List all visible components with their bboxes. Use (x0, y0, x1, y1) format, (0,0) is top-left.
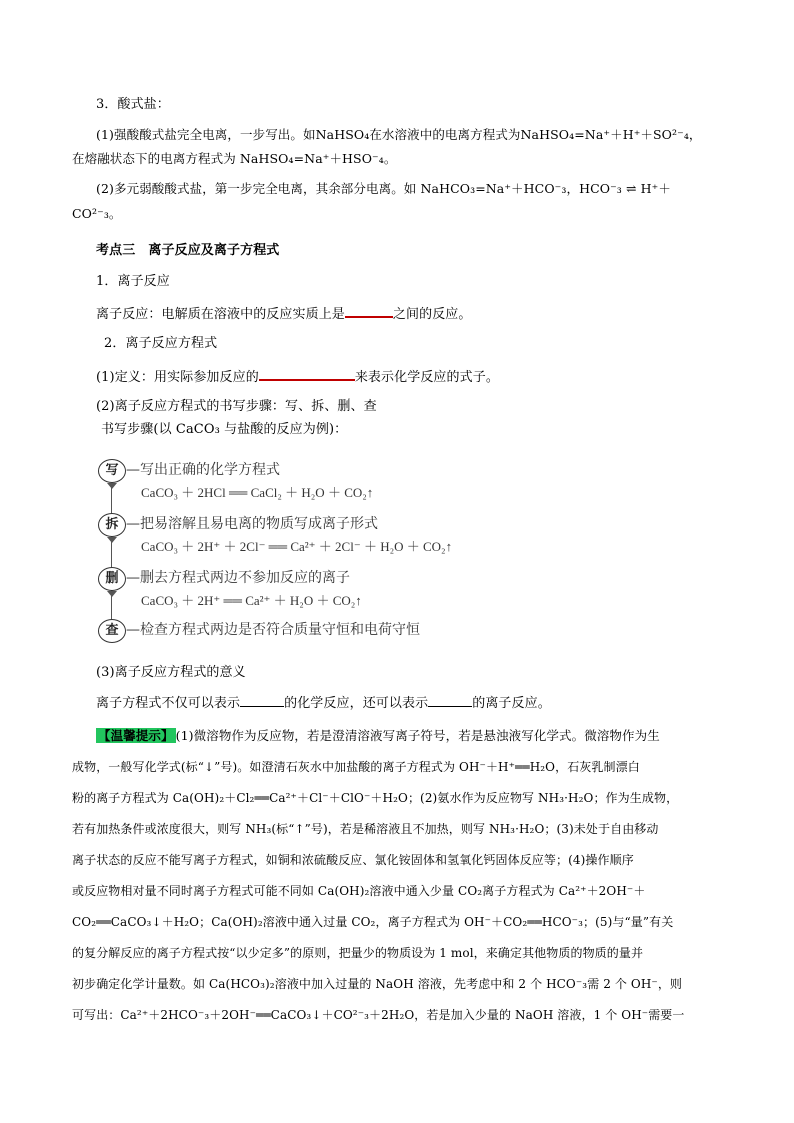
fill-blank (240, 694, 284, 707)
step-check-badge: 查 (98, 619, 126, 643)
fill-blank (428, 694, 472, 707)
step-delete-badge: 删 (98, 567, 126, 591)
step-split-text: —把易溶解且易电离的物质写成离子形式 (126, 516, 378, 532)
arrow-down-icon (107, 591, 117, 597)
tip-line-7: CO₂══CaCO₃↓＋H₂O；Ca(OH)₂溶液中通入过量 CO₂，离子方程式为 OH⁻＋CO₂══HCO⁻₃；(5)与“量”有关 (72, 915, 674, 929)
step-split-badge: 拆 (98, 513, 126, 537)
arrow-down-icon (107, 537, 117, 543)
tip-line-2: 成物，一般写化学式(标“↓”号)。如澄清石灰水中加盐酸的离子方程式为 OH⁻＋H⁺══H₂O，石灰乳制漂白 (72, 760, 640, 774)
meaning-text (96, 694, 756, 713)
paragraph-weak-acid-salt-cont: CO²⁻₃。 (72, 206, 122, 221)
tip-label-badge: 【温馨提示】 (98, 728, 174, 743)
definition-text-after: 来表示化学反应的式子。 (354, 370, 499, 385)
step-write-badge: 写 (98, 459, 126, 483)
step-delete-text: —删去方程式两边不参加反应的离子 (126, 570, 350, 586)
step-write-equation: CaCO₃ ＋ 2HCl ══ CaCl₂ ＋ H₂O ＋ CO₂↑ (141, 485, 374, 500)
kaodian-title: 考点三 离子反应及离子方程式 (96, 243, 280, 258)
tip-line-5: 离子状态的反应不能写离子方程式，如铜和浓硫酸反应、氯化铵固体和氢氧化钙固体反应等；(4)操作顺序 (72, 853, 634, 867)
fill-blank (345, 304, 393, 318)
tip-line-4: 若有加热条件或浓度很大，则写 NH₃(标“↑”号)，若是稀溶液且不加热，则写 NH₃·H₂O；(3)未处于自由移动 (72, 822, 659, 836)
paragraph-weak-acid-salt: (2)多元弱酸酸式盐，第一步完全电离，其余部分电离。如 NaHCO₃=Na⁺＋HCO⁻₃，HCO⁻₃ ⇌ H⁺＋ (96, 181, 671, 196)
step-delete-equation: CaCO₃ ＋ 2H⁺ ══ Ca²⁺ ＋ H₂O ＋ CO₂↑ (141, 593, 362, 608)
definition-text-before: (1)定义：用实际参加反应的 (96, 370, 259, 385)
tip-line-6: 或反应物相对量不同时离子方程式可能不同如 Ca(OH)₂溶液中通入少量 CO₂离子方程式为 Ca²⁺＋2OH⁻＋ (72, 884, 646, 898)
meaning-title: (3)离子反应方程式的意义 (96, 665, 246, 680)
tip-text-1: (1)微溶物作为反应物，若是澄清溶液写离子符号，若是悬浊液写化学式。微溶物作为生 (175, 728, 660, 743)
ion-reaction-text-after: 之间的反应。 (392, 307, 472, 322)
ion-equation-definition (96, 367, 756, 387)
subsection-ion-reaction: 1．离子反应 (96, 274, 170, 289)
tip-line-9: 初步确定化学计量数。如 Ca(HCO₃)₂溶液中加入过量的 NaOH 溶液，先考虑中和 2 个 HCO⁻₃需 2 个 OH⁻，则 (72, 977, 683, 991)
ion-reaction-text-before: 离子反应：电解质在溶液中的反应实质上是 (96, 307, 345, 322)
writing-steps-diagram (96, 455, 536, 645)
meaning-text-b: 的化学反应，还可以表示 (284, 696, 429, 711)
writing-steps-subtitle: 书写步骤(以 CaCO₃ 与盐酸的反应为例)： (101, 422, 348, 437)
tip-line-1 (96, 727, 756, 745)
writing-steps-title: (2)离子反应方程式的书写步骤：写、拆、删、查 (96, 399, 377, 414)
paragraph-strong-acid-salt: (1)强酸酸式盐完全电离，一步写出。如NaHSO₄在水溶液中的电离方程式为NaHSO₄=Na⁺＋H⁺＋SO²⁻₄， (96, 127, 702, 142)
arrow-down-icon (107, 483, 117, 489)
meaning-text-a: 离子方程式不仅可以表示 (96, 696, 241, 711)
subsection-ion-equation: 2．离子反应方程式 (104, 336, 218, 351)
tip-line-8: 的复分解反应的离子方程式按“以少定多”的原则，把量少的物质设为 1 mol，来确定其他物质的物质的量并 (72, 946, 644, 960)
tip-line-10: 可写出：Ca²⁺＋2HCO⁻₃＋2OH⁻══CaCO₃↓＋CO²⁻₃＋2H₂O，若是加入少量的 NaOH 溶液，1 个 OH⁻需要一 (72, 1008, 685, 1022)
meaning-text-c: 的离子反应。 (472, 696, 551, 711)
section-title-acid-salt: 3．酸式盐： (96, 97, 170, 112)
step-check-text: —检查方程式两边是否符合质量守恒和电荷守恒 (126, 622, 420, 638)
step-split-equation: CaCO₃ ＋ 2H⁺ ＋ 2Cl⁻ ══ Ca²⁺ ＋ 2Cl⁻ ＋ H₂O ＋ CO₂↑ (141, 539, 453, 554)
paragraph-strong-acid-salt-cont: 在熔融状态下的电离方程式为 NaHSO₄=Na⁺＋HSO⁻₄。 (72, 151, 397, 166)
ion-reaction-definition (96, 304, 756, 324)
step-write-text: —写出正确的化学方程式 (126, 462, 280, 478)
tip-line-3: 粉的离子方程式为 Ca(OH)₂＋Cl₂══Ca²⁺＋Cl⁻＋ClO⁻＋H₂O；(2)氨水作为反应物写 NH₃·H₂O；作为生成物， (72, 791, 679, 805)
fill-blank (259, 367, 355, 381)
flow-line (111, 483, 112, 628)
